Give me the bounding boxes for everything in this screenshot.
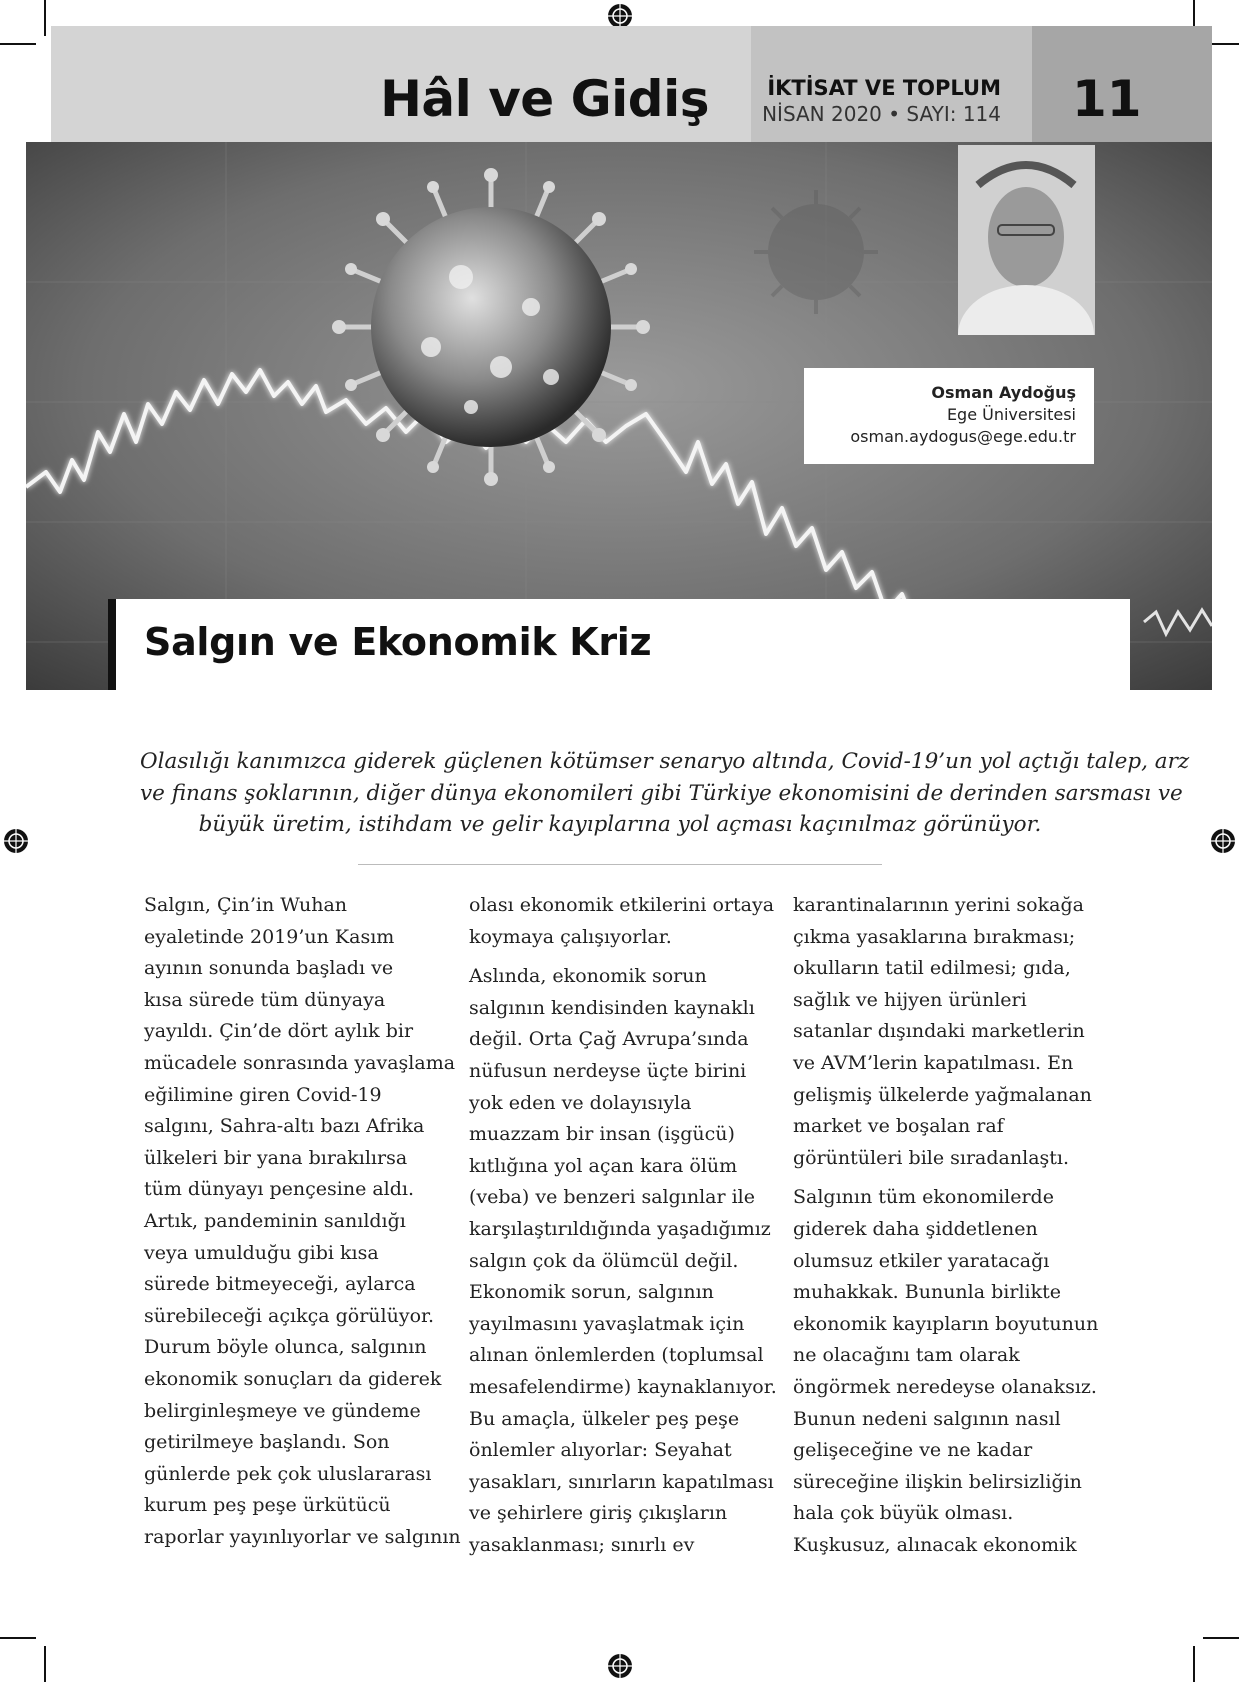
body-line: görüntüleri bile sıradanlaştı. <box>793 1146 1070 1169</box>
author-name: Osman Aydoğuş <box>931 383 1076 402</box>
body-line: olumsuz etkiler yaratacağı <box>793 1249 1050 1272</box>
body-line: salgın çok da ölümcül değil. <box>469 1249 739 1272</box>
article-title: Salgın ve Ekonomik Kriz <box>144 620 652 664</box>
crop-mark <box>44 1646 46 1682</box>
body-line: yayıldı. Çin’de dört aylık bir <box>144 1020 414 1043</box>
crop-mark <box>0 43 36 45</box>
body-column-3 <box>793 890 1098 1569</box>
page-number: 11 <box>1072 70 1142 128</box>
body-paragraph <box>793 890 1098 1174</box>
body-line: ve AVM’lerin kapatılması. En <box>793 1051 1074 1074</box>
registration-mark-icon <box>1209 827 1237 855</box>
lead-line: büyük üretim, istihdam ve gelir kayıplarına yol açması kaçınılmaz görünüyor. <box>198 812 1042 837</box>
body-paragraph <box>144 890 461 1553</box>
body-line: eğilimine giren Covid-19 <box>144 1083 382 1106</box>
body-line: gelişeceğine ve ne kadar <box>793 1439 1033 1462</box>
body-line: salgının kendisinden kaynaklı <box>469 996 755 1019</box>
body-line: süreceğine ilişkin belirsizliğin <box>793 1470 1082 1493</box>
body-line: Salgın, Çin’in Wuhan <box>144 894 348 916</box>
body-paragraph <box>469 961 777 1561</box>
body-line: sürebileceği açıkça görülüyor. <box>144 1304 435 1327</box>
body-line: belirginleşmeye ve gündeme <box>144 1399 421 1422</box>
section-title: Hâl ve Gidiş <box>380 70 709 128</box>
body-line: çıkma yasaklarına bırakması; <box>793 925 1076 948</box>
body-line: kurum peş peşe ürkütücü <box>144 1494 391 1517</box>
crop-mark <box>1193 1646 1195 1682</box>
body-line: tüm dünyayı pençesine aldı. <box>144 1178 415 1201</box>
body-line: sürede bitmeyeceği, aylarca <box>144 1273 416 1296</box>
body-line: yok eden ve dolayısıyla <box>469 1091 692 1114</box>
body-paragraph <box>793 1182 1098 1561</box>
article-lead <box>140 746 1190 841</box>
body-line: ne olacağını tam olarak <box>793 1344 1020 1367</box>
crop-mark <box>0 1637 36 1639</box>
body-line: Ekonomik sorun, salgının <box>469 1281 714 1304</box>
body-line: raporlar yayınlıyorlar ve salgının <box>144 1525 461 1548</box>
author-info <box>804 368 1094 464</box>
body-line: veya umulduğu gibi kısa <box>144 1241 379 1264</box>
body-line: ayının sonunda başladı ve <box>144 957 394 980</box>
body-line: ekonomik kayıpların boyutunun <box>793 1312 1099 1335</box>
body-line: salgını, Sahra-altı bazı Afrika <box>144 1115 425 1138</box>
body-line: ve şehirlere giriş çıkışların <box>469 1502 728 1525</box>
body-line: Kuşkusuz, alınacak ekonomik <box>793 1533 1077 1556</box>
body-column-1 <box>144 890 461 1561</box>
body-line: kısa sürede tüm dünyaya <box>144 988 386 1011</box>
body-line: Artık, pandeminin sanıldığı <box>144 1209 406 1232</box>
magazine-name: İKTİSAT VE TOPLUM <box>767 76 1001 100</box>
body-line: yasaklanması; sınırlı ev <box>469 1533 695 1556</box>
body-line: alınan önlemlerden (toplumsal <box>469 1344 764 1367</box>
body-line: mücadele sonrasında yavaşlama <box>144 1051 456 1074</box>
registration-mark-icon <box>606 1652 634 1680</box>
body-line: satanlar dışındaki marketlerin <box>793 1020 1085 1043</box>
body-line: önlemler alıyorlar: Seyahat <box>469 1439 732 1462</box>
body-line: muhakkak. Bununla birlikte <box>793 1281 1061 1304</box>
body-line: giderek daha şiddetlenen <box>793 1217 1038 1240</box>
body-line: ekonomik sonuçları da giderek <box>144 1367 442 1390</box>
body-line: yasakları, sınırların kapatılması <box>469 1470 774 1493</box>
divider <box>358 864 882 865</box>
crop-mark <box>44 0 46 36</box>
body-line: gelişmiş ülkelerde yağmalanan <box>793 1083 1092 1106</box>
registration-mark-icon <box>2 827 30 855</box>
body-line: yayılmasını yavaşlatmak için <box>469 1312 745 1335</box>
body-line: karşılaştırıldığında yaşadığımız <box>469 1217 771 1240</box>
body-line: Aslında, ekonomik sorun <box>469 965 707 988</box>
body-line: (veba) ve benzeri salgınlar ile <box>469 1186 756 1209</box>
lead-line: ve finans şoklarının, diğer dünya ekonomileri gibi Türkiye ekonomisini de derinden sarsması ve <box>140 780 1183 806</box>
body-line: günlerde pek çok uluslararası <box>144 1462 432 1485</box>
body-line: olası ekonomik etkilerini ortaya <box>469 894 775 916</box>
body-line: koymaya çalışıyorlar. <box>469 925 672 948</box>
body-line: eyaletinde 2019’un Kasım <box>144 925 395 948</box>
author-affiliation: Ege Üniversitesi <box>946 405 1076 424</box>
author-email[interactable]: osman.aydogus@ege.edu.tr <box>850 427 1076 446</box>
body-line: nüfusun nerdeyse üçte birini <box>469 1059 747 1082</box>
body-line: mesafelendirme) kaynaklanıyor. <box>469 1375 777 1398</box>
body-line: Durum böyle olunca, salgının <box>144 1336 427 1359</box>
crop-mark <box>1203 1637 1239 1639</box>
body-line: karantinalarının yerini sokağa <box>793 894 1084 916</box>
body-line: Salgının tüm ekonomilerde <box>793 1186 1054 1209</box>
body-line: Bu amaçla, ülkeler peş peşe <box>469 1407 740 1430</box>
body-line: değil. Orta Çağ Avrupa’sında <box>469 1028 749 1051</box>
body-line: okulların tatil edilmesi; gıda, <box>793 957 1071 980</box>
body-line: kıtlığına yol açan kara ölüm <box>469 1154 738 1177</box>
body-line: hala çok büyük olması. <box>793 1502 1014 1525</box>
body-line: öngörmek neredeyse olanaksız. <box>793 1375 1097 1398</box>
body-line: getirilmeye başlandı. Son <box>144 1431 390 1454</box>
issue-info: NİSAN 2020 • SAYI: 114 <box>762 102 1001 126</box>
lead-line: Olasılığı kanımızca giderek güçlenen kötümser senaryo altında, Covid-19’un yol açtığı talep, arz <box>140 749 1190 774</box>
author-photo <box>958 145 1095 335</box>
body-line: ülkeleri bir yana bırakılırsa <box>144 1146 408 1169</box>
body-line: market ve boşalan raf <box>793 1115 1004 1138</box>
body-line: sağlık ve hijyen ürünleri <box>793 988 1027 1011</box>
body-line: muazzam bir insan (işgücü) <box>469 1123 735 1146</box>
body-paragraph <box>469 890 774 953</box>
body-line: Bunun nedeni salgının nasıl <box>793 1407 1061 1430</box>
body-column-2 <box>469 890 777 1569</box>
